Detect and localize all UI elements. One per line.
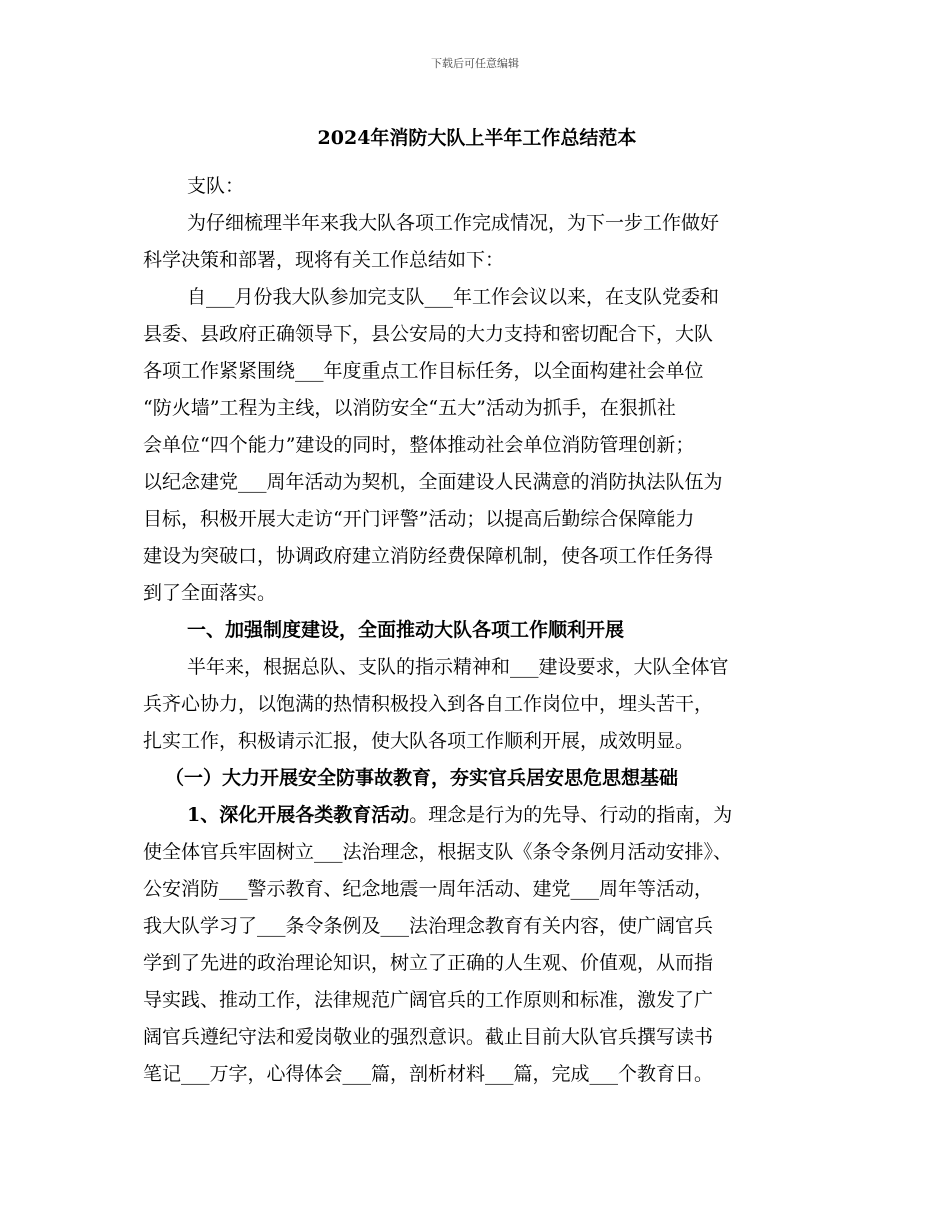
text-line: 目标，积极开展大走访“开门评警”活动；以提高后勤综合保障能力 bbox=[143, 508, 695, 530]
text-line: 到了全面落实。 bbox=[143, 582, 277, 604]
document-body bbox=[143, 120, 811, 1093]
text-line: 扎实工作，积极请示汇报，使大队各项工作顺利开展，成效明显。 bbox=[143, 730, 695, 752]
text-line: 支队： bbox=[187, 175, 245, 197]
text-line: 科学决策和部署，现将有关工作总结如下： bbox=[143, 249, 505, 271]
page-header-note: 下载后可任意编辑 bbox=[431, 57, 519, 70]
text-line: 学到了先进的政治理论知识，树立了正确的人生观、价值观，从而指 bbox=[143, 952, 714, 974]
text-line: 笔记___万字，心得体会___篇，剖析材料___篇，完成___个教育日。 bbox=[143, 1063, 714, 1085]
text-line: 县委、县政府正确领导下，县公安局的大力支持和密切配合下，大队 bbox=[143, 323, 714, 345]
text-line: 阔官兵遵纪守法和爱岗敬业的强烈意识。截止目前大队官兵撰写读书 bbox=[143, 1026, 714, 1048]
text-line: 为仔细梳理半年来我大队各项工作完成情况，为下一步工作做好 bbox=[187, 212, 720, 234]
text-line: 半年来，根据总队、支队的指示精神和___建设要求，大队全体官 bbox=[187, 656, 729, 678]
text-line: 公安消防___警示教育、纪念地震一周年活动、建党___周年等活动， bbox=[143, 878, 714, 900]
text-line: 各项工作紧紧围绕___年度重点工作目标任务，以全面构建社会单位 bbox=[143, 360, 704, 382]
text-line: 建设为突破口，协调政府建立消防经费保障机制，使各项工作任务得 bbox=[143, 545, 714, 567]
text-line: “防火墙”工程为主线，以消防安全“五大”活动为抓手，在狠抓社 bbox=[143, 397, 676, 419]
section-1 bbox=[143, 612, 811, 1093]
text-line: 我大队学习了___条令条例及___法治理念教育有关内容，使广阔官兵 bbox=[143, 915, 714, 937]
item-1-lead-rest: 。理念是行为的先导、行动的指南，为 bbox=[409, 804, 733, 826]
item-1-first-line bbox=[143, 797, 811, 834]
text-line: 以纪念建党___周年活动为契机，全面建设人民满意的消防执法队伍为 bbox=[143, 471, 723, 493]
text-line: 兵齐心协力，以饱满的热情积极投入到各自工作岗位中，埋头苦干， bbox=[143, 693, 714, 715]
text-line: 会单位“四个能力”建设的同时，整体推动社会单位消防管理创新； bbox=[143, 434, 695, 456]
text-line: 导实践、推动工作，法律规范广阔官兵的工作原则和标准，激发了广 bbox=[143, 989, 714, 1011]
section-heading: 一、加强制度建设，全面推动大队各项工作顺利开展 bbox=[187, 619, 625, 641]
text-line: 自___月份我大队参加完支队___年工作会议以来，在支队党委和 bbox=[187, 286, 720, 308]
intro-block bbox=[143, 168, 811, 612]
subsection-heading: （一）大力开展安全防事故教育，夯实官兵居安思危思想基础 bbox=[165, 767, 679, 789]
item-1-lead: 1、深化开展各类教育活动 bbox=[187, 804, 410, 826]
document-title: 2024年消防大队上半年工作总结范本 bbox=[317, 127, 637, 149]
text-line: 使全体官兵牢固树立___法治理念，根据支队《条令条例月活动安排》、 bbox=[143, 841, 733, 863]
